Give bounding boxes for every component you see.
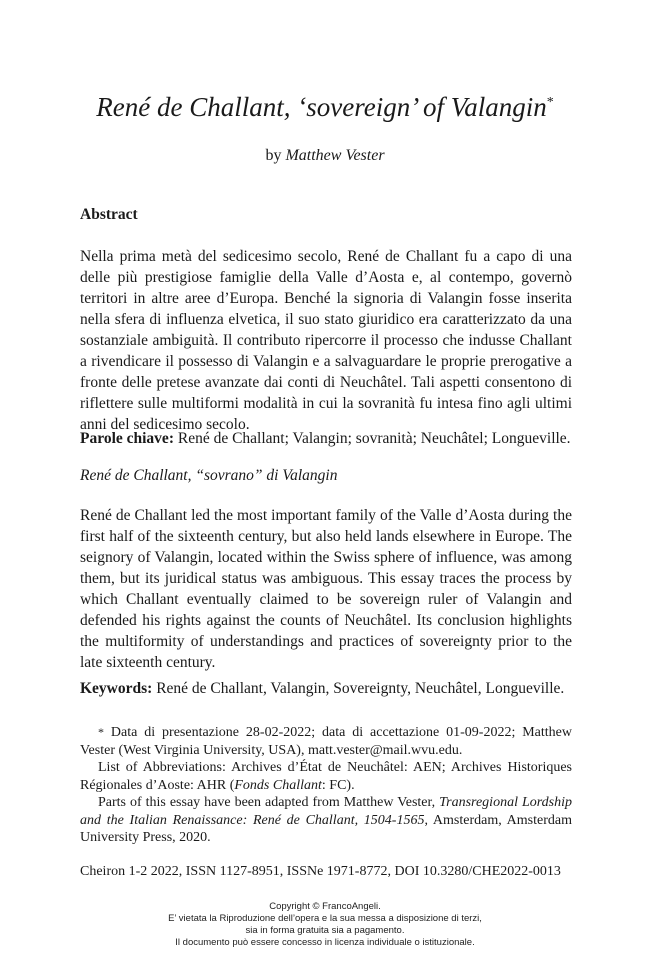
copyright-notice xyxy=(0,901,650,949)
copyright-line: E’ vietata la Riproduzione dell’opera e la sua messa a disposizione di terzi, xyxy=(168,913,482,924)
abstract-english: René de Challant led the most important family of the Valle d’Aosta during the first half of the sixteenth century, but also held lands elsewhere in Europe. The seignory of Valangin, located within the Swiss sphere of influence, was among them, but its juridical status was ambiguous. This essay traces the process by which Challant eventually claimed to be sovereign ruler of Valangin and defended his rights against the counts of Neuchâtel. Its conclusion highlights the multiformity of understandings and practices of sovereignty prior to the late sixteenth century. xyxy=(80,507,572,671)
author-name: Matthew Vester xyxy=(285,147,385,164)
italian-keywords-list: René de Challant; Valangin; sovranità; Neuchâtel; Longueville. xyxy=(177,430,571,447)
title-footnote-marker: * xyxy=(546,95,554,110)
abstract-italian: Nella prima metà del sedicesimo secolo, René de Challant fu a capo di una delle più prestigiose famiglie della Valle d’Aosta e, al contempo, governò territori in altre aree d’Europa. Benché la signoria di Valangin fosse inserita nella sfera di influenza elvetica, il suo stato giuridico era caratterizzato da una sostanziale ambiguità. Il contributo ripercorre il processo che indusse Challant a rivendicare il possesso di Valangin e a salvaguardare le proprie prerogative a fronte delle pretese avanzate dai conti di Neuchâtel. Tali aspetti consentono di riflettere sulle multiformi modalità in cui la sovranità fu intesa fino agli ultimi anni del sedicesimo secolo. xyxy=(80,248,572,433)
copyright-line: Il documento può essere concesso in licenza individuale o istituzionale. xyxy=(175,937,475,948)
byline-prefix: by xyxy=(265,147,282,164)
abbreviations-text: List of Abbreviations: Archives d’État de Neuchâtel: AEN; Archives Historiques Régionales d’Aoste: AHR ( xyxy=(80,760,572,793)
abstract-heading: Abstract xyxy=(80,206,138,223)
footnote-marker: * xyxy=(98,725,104,739)
english-keywords xyxy=(80,678,572,699)
adapted-book-title: Transregional Lordship and the Italian Renaissance: René de Challant, 1504-1565 xyxy=(80,795,572,828)
abbreviations-end: : FC). xyxy=(321,777,355,793)
copyright-line: Copyright © FrancoAngeli. xyxy=(269,901,381,912)
article-title-text: René de Challant, ‘sovereign’ of Valangin xyxy=(96,92,547,122)
journal-citation: Cheiron 1-2 2022, ISSN 1127-8951, ISSNe 1971-8772, DOI 10.3280/CHE2022-0013 xyxy=(80,864,561,879)
italian-title: René de Challant, “sovrano” di Valangin xyxy=(80,467,338,484)
copyright-line: sia in forma gratuita sia a pagamento. xyxy=(245,925,405,936)
english-keywords-label: Keywords: xyxy=(80,680,153,697)
footnote-abbreviations xyxy=(80,759,572,794)
italian-keywords-label: Parole chiave: xyxy=(80,430,174,447)
byline xyxy=(0,147,650,165)
english-keywords-list: René de Challant, Valangin, Sovereignty, Neuchâtel, Longueville. xyxy=(156,680,565,697)
abbreviations-italic: Fonds Challant xyxy=(234,777,322,793)
footnote-adapted xyxy=(80,794,572,847)
article-title xyxy=(0,92,650,123)
italian-keywords xyxy=(80,428,572,449)
footnote-dates xyxy=(80,724,572,759)
adapted-end: , Amsterdam, Amsterdam University Press, 2020. xyxy=(80,812,572,845)
footnote-dates-text: Data di presentazione 28-02-2022; data di accettazione 01-09-2022; Matthew Vester (West Virginia University, USA), matt.vester@mail.wvu.edu. xyxy=(80,725,572,758)
footnotes xyxy=(80,724,572,847)
adapted-text: Parts of this essay have been adapted from Matthew Vester, xyxy=(98,795,440,810)
